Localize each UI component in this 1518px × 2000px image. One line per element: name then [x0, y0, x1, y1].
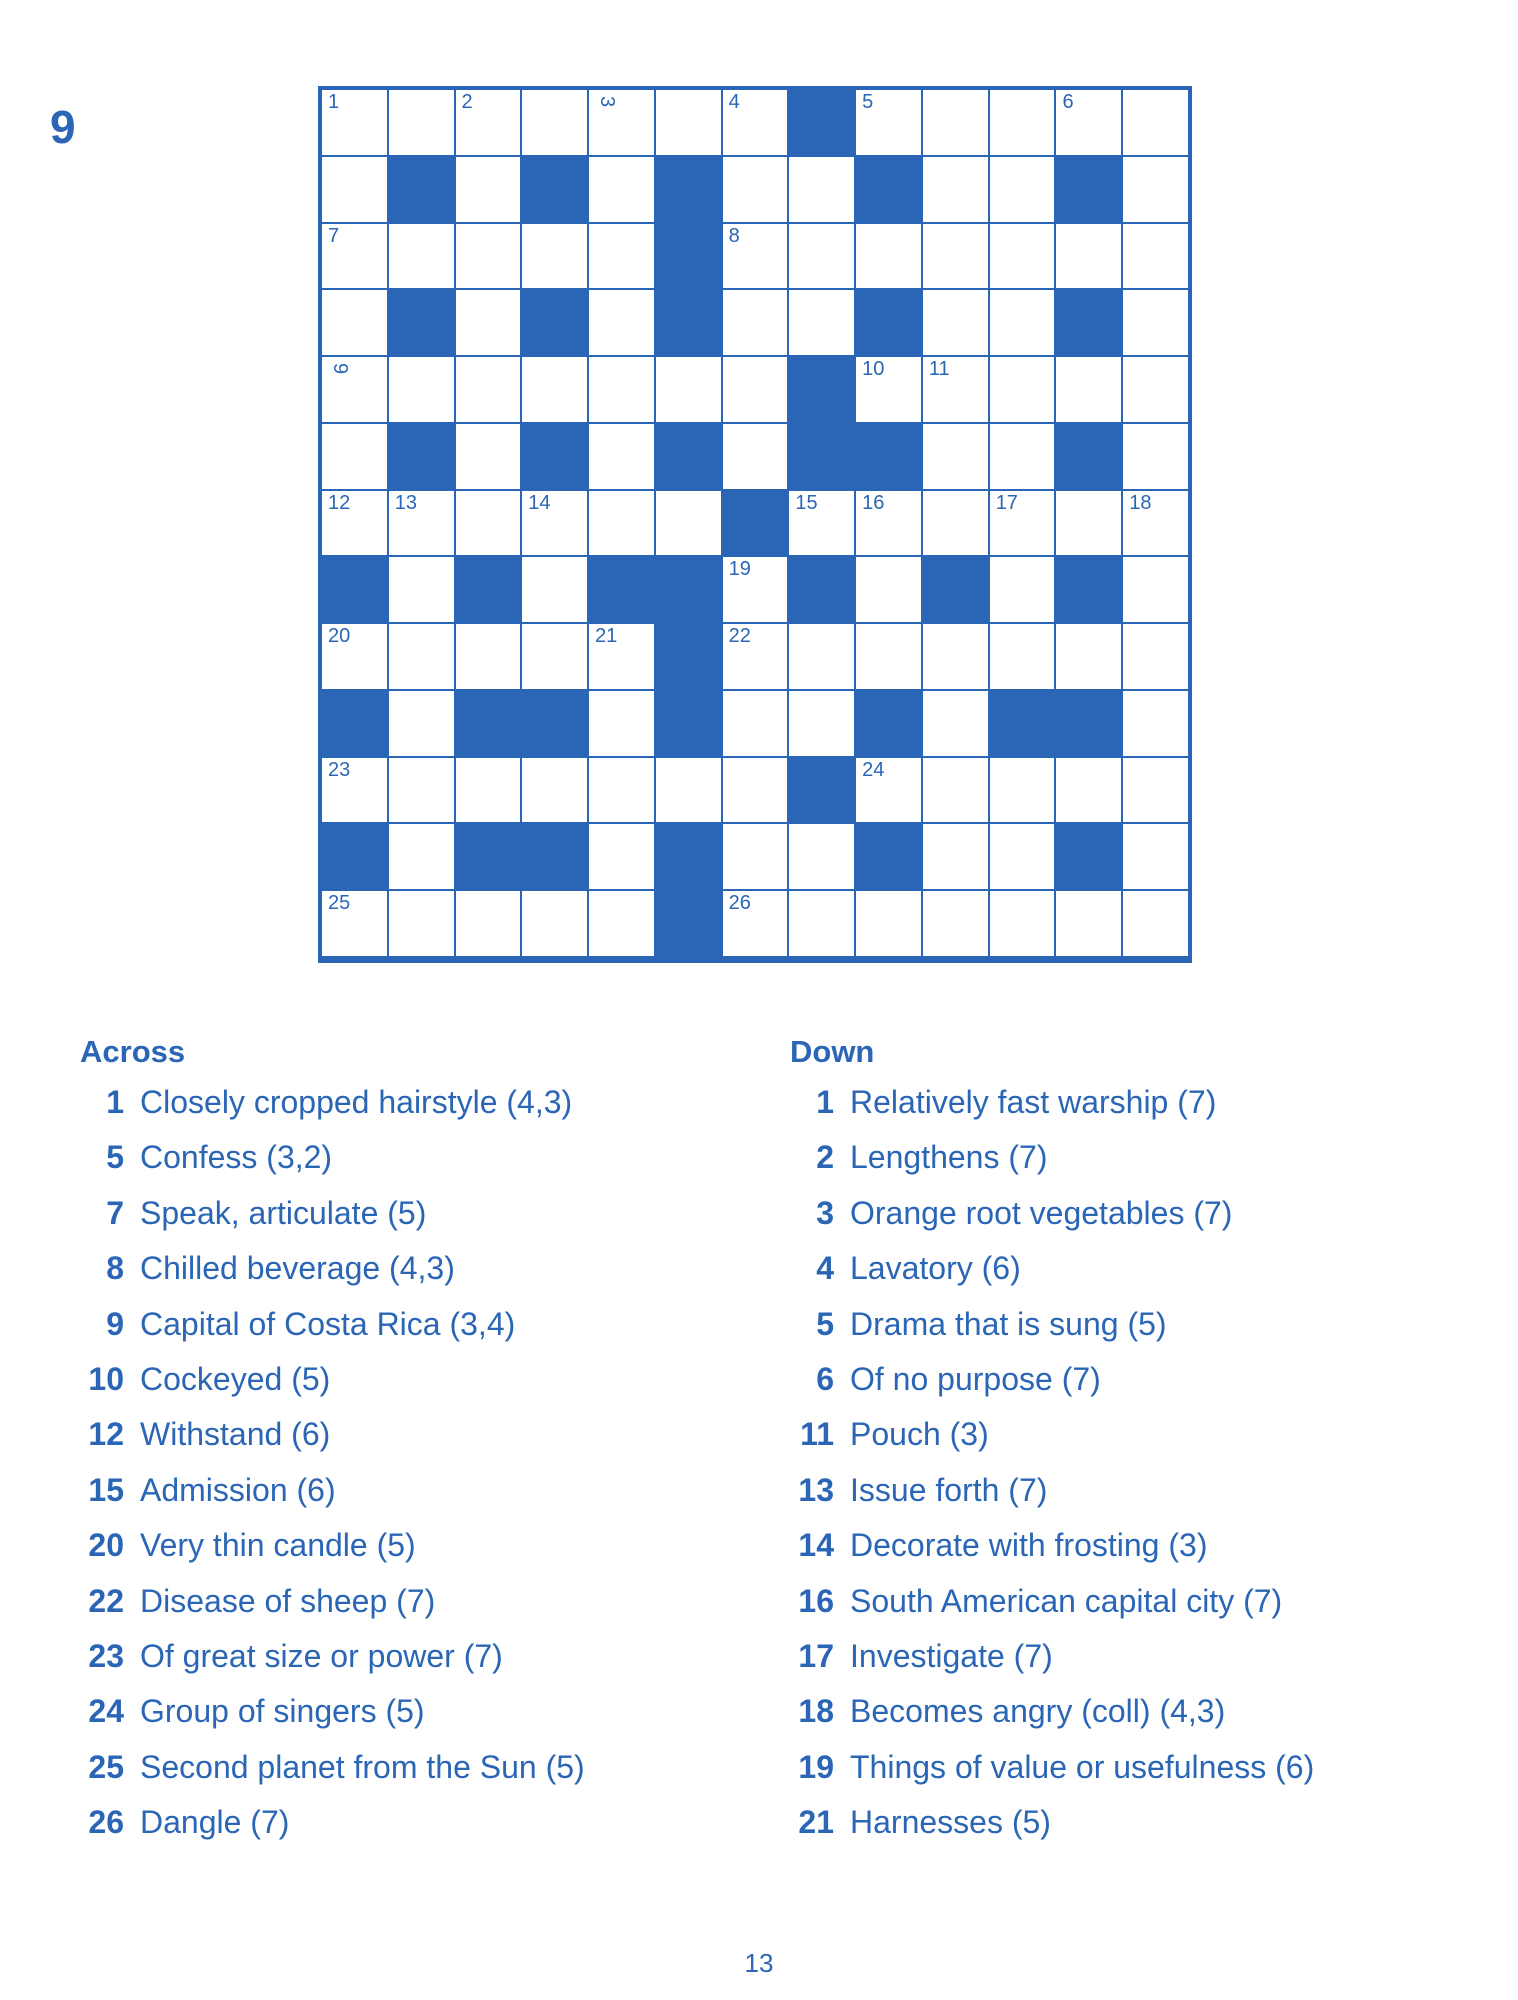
- cell-number: 15: [795, 491, 818, 514]
- grid-cell-white[interactable]: [455, 223, 522, 290]
- grid-cell-black: [521, 690, 588, 757]
- clue-number: 8: [106, 1250, 124, 1287]
- grid-cell-white[interactable]: [588, 89, 655, 156]
- clue-text: Cockeyed (5): [140, 1360, 331, 1397]
- cell-number: 11: [928, 358, 950, 381]
- clue-number: 20: [88, 1527, 124, 1564]
- clue-text: Issue forth (7): [850, 1471, 1048, 1508]
- grid-cell-black: [788, 89, 855, 156]
- grid-cell-white[interactable]: [788, 823, 855, 890]
- grid-cell-white[interactable]: [521, 356, 588, 423]
- cell-number: 16: [862, 491, 885, 514]
- down-clue: [790, 1139, 1490, 1194]
- grid-cell-white[interactable]: [922, 823, 989, 890]
- clue-number: 5: [106, 1139, 124, 1176]
- grid-cell-black: [455, 690, 522, 757]
- grid-cell-white[interactable]: [655, 490, 722, 557]
- clue-text: Pouch (3): [850, 1416, 989, 1453]
- grid-cell-black: [1055, 690, 1122, 757]
- across-clue: [80, 1361, 720, 1416]
- grid-cell-black: [655, 823, 722, 890]
- grid-cell-black: [1055, 156, 1122, 223]
- grid-cell-white[interactable]: [388, 757, 455, 824]
- grid-cell-white[interactable]: [388, 556, 455, 623]
- grid-cell-white[interactable]: [388, 623, 455, 690]
- down-clue: [790, 1306, 1490, 1361]
- grid-cell-white[interactable]: [388, 890, 455, 957]
- grid-cell-white[interactable]: [788, 156, 855, 223]
- cell-number: 21: [595, 625, 618, 648]
- clue-number: 1: [816, 1084, 834, 1120]
- grid-cell-white[interactable]: [321, 890, 388, 957]
- clue-text: Dangle (7): [140, 1804, 290, 1841]
- grid-cell-white[interactable]: [455, 490, 522, 557]
- grid-cell-black: [855, 690, 922, 757]
- cell-number: 18: [1129, 491, 1152, 514]
- grid-cell-black: [655, 289, 722, 356]
- clue-text: Closely cropped hairstyle (4,3): [140, 1084, 573, 1120]
- grid-cell-white[interactable]: [588, 356, 655, 423]
- grid-cell-black: [788, 356, 855, 423]
- grid-cell-white[interactable]: [722, 423, 789, 490]
- grid-cell-white[interactable]: [588, 823, 655, 890]
- grid-cell-white[interactable]: [788, 223, 855, 290]
- grid-cell-white[interactable]: [788, 490, 855, 557]
- clue-number: 4: [816, 1250, 834, 1287]
- clue-number: 19: [798, 1748, 834, 1785]
- grid-cell-white[interactable]: [989, 757, 1056, 824]
- grid-cell-black: [388, 289, 455, 356]
- clue-text: Lavatory (6): [850, 1250, 1021, 1287]
- grid-cell-white[interactable]: [989, 823, 1056, 890]
- grid-cell-white[interactable]: [989, 623, 1056, 690]
- clue-number: 6: [816, 1360, 834, 1397]
- grid-cell-white[interactable]: [788, 289, 855, 356]
- grid-cell-white[interactable]: [455, 423, 522, 490]
- grid-cell-white[interactable]: [722, 156, 789, 223]
- grid-cell-white[interactable]: [855, 89, 922, 156]
- grid-cell-white[interactable]: [722, 89, 789, 156]
- grid-cell-white[interactable]: [788, 623, 855, 690]
- grid-cell-white[interactable]: [588, 623, 655, 690]
- grid-cell-white[interactable]: [521, 757, 588, 824]
- grid-cell-white[interactable]: [922, 690, 989, 757]
- cell-number: 2: [461, 91, 473, 113]
- clue-number: 5: [816, 1305, 834, 1342]
- grid-cell-white[interactable]: [388, 223, 455, 290]
- cell-number: 10: [862, 358, 885, 381]
- grid-cell-white[interactable]: [588, 223, 655, 290]
- grid-cell-black: [655, 556, 722, 623]
- cell-number: 20: [328, 625, 351, 648]
- grid-cell-white[interactable]: [455, 156, 522, 223]
- cell-number: 6: [1062, 91, 1074, 113]
- clue-text: Lengthens (7): [850, 1139, 1048, 1176]
- clue-number: 9: [106, 1305, 124, 1342]
- down-clue: [790, 1583, 1490, 1638]
- cell-number: 1: [328, 91, 340, 113]
- clue-text: Of great size or power (7): [140, 1637, 503, 1674]
- grid-cell-black: [1055, 556, 1122, 623]
- grid-cell-white[interactable]: [922, 890, 989, 957]
- grid-cell-white[interactable]: [321, 757, 388, 824]
- crossword-grid: [318, 86, 1192, 963]
- grid-cell-black: [388, 423, 455, 490]
- grid-cell-white[interactable]: [788, 690, 855, 757]
- grid-cell-white[interactable]: [388, 89, 455, 156]
- grid-cell-white[interactable]: [521, 223, 588, 290]
- clue-number: 1: [106, 1084, 124, 1120]
- grid-cell-white[interactable]: [989, 156, 1056, 223]
- clue-text: Of no purpose (7): [850, 1360, 1101, 1397]
- grid-cell-black: [521, 823, 588, 890]
- grid-cell-white[interactable]: [455, 289, 522, 356]
- cell-number: 24: [862, 758, 885, 781]
- grid-cell-black: [588, 556, 655, 623]
- grid-cell-white[interactable]: [321, 156, 388, 223]
- grid-cell-white[interactable]: [588, 490, 655, 557]
- across-clue: [80, 1583, 720, 1638]
- grid-cell-white[interactable]: [922, 623, 989, 690]
- grid-cell-white[interactable]: [1122, 223, 1189, 290]
- grid-cell-black: [1055, 423, 1122, 490]
- clue-text: South American capital city (7): [850, 1582, 1283, 1619]
- across-clue: [80, 1804, 720, 1859]
- cell-number: 9: [329, 363, 351, 375]
- grid-cell-white[interactable]: [1055, 356, 1122, 423]
- grid-cell-white[interactable]: [321, 223, 388, 290]
- down-clue: [790, 1250, 1490, 1305]
- cell-number: 14: [528, 491, 551, 514]
- grid-cell-black: [521, 156, 588, 223]
- across-clue: [80, 1416, 720, 1471]
- grid-cell-white[interactable]: [855, 757, 922, 824]
- grid-cell-white[interactable]: [989, 223, 1056, 290]
- grid-cell-white[interactable]: [989, 89, 1056, 156]
- grid-cell-white[interactable]: [1055, 623, 1122, 690]
- down-clue: [790, 1804, 1490, 1859]
- clue-text: Withstand (6): [140, 1416, 331, 1453]
- cell-number: 8: [728, 224, 740, 247]
- grid-cell-white[interactable]: [655, 89, 722, 156]
- grid-cell-white[interactable]: [321, 623, 388, 690]
- clue-text: Drama that is sung (5): [850, 1305, 1167, 1342]
- grid-cell-black: [855, 156, 922, 223]
- down-clue: [790, 1693, 1490, 1748]
- down-clue-list: [790, 1084, 1490, 1859]
- grid-cell-white[interactable]: [922, 490, 989, 557]
- grid-cell-black: [989, 690, 1056, 757]
- cell-number: 22: [728, 625, 751, 648]
- grid-cell-white[interactable]: [455, 89, 522, 156]
- cell-number: 17: [995, 491, 1018, 514]
- grid-cell-white[interactable]: [1055, 89, 1122, 156]
- grid-cell-white[interactable]: [1122, 823, 1189, 890]
- grid-cell-white[interactable]: [455, 890, 522, 957]
- cell-number: 3: [596, 96, 619, 108]
- grid-cell-white[interactable]: [1122, 890, 1189, 957]
- grid-cell-white[interactable]: [388, 490, 455, 557]
- across-clue: [80, 1693, 720, 1748]
- grid-cell-white[interactable]: [1055, 223, 1122, 290]
- grid-cell-black: [521, 289, 588, 356]
- grid-cell-white[interactable]: [521, 490, 588, 557]
- cell-number: 5: [862, 91, 874, 113]
- down-clue: [790, 1361, 1490, 1416]
- grid-cell-white[interactable]: [855, 356, 922, 423]
- grid-cell-black: [655, 423, 722, 490]
- grid-cell-white[interactable]: [722, 223, 789, 290]
- cell-number: 7: [328, 224, 340, 247]
- grid-cell-white[interactable]: [722, 289, 789, 356]
- grid-cell-white[interactable]: [655, 757, 722, 824]
- clue-number: 18: [798, 1693, 834, 1730]
- grid-cell-white[interactable]: [722, 623, 789, 690]
- grid-cell-white[interactable]: [989, 423, 1056, 490]
- down-clue: [790, 1472, 1490, 1527]
- grid-cell-white[interactable]: [388, 690, 455, 757]
- down-clue: [790, 1638, 1490, 1693]
- grid-cell-white[interactable]: [855, 623, 922, 690]
- grid-cell-white[interactable]: [788, 890, 855, 957]
- across-clue: [80, 1527, 720, 1582]
- grid-cell-black: [388, 156, 455, 223]
- cell-number: 25: [328, 892, 351, 915]
- clue-number: 24: [88, 1693, 124, 1730]
- clue-number: 10: [88, 1360, 124, 1397]
- grid-cell-white[interactable]: [388, 823, 455, 890]
- clue-number: 14: [798, 1527, 834, 1564]
- grid-cell-black: [788, 423, 855, 490]
- clue-text: Speak, articulate (5): [140, 1194, 427, 1231]
- grid-cell-white[interactable]: [1122, 490, 1189, 557]
- grid-cell-white[interactable]: [855, 890, 922, 957]
- clue-text: Very thin candle (5): [140, 1527, 416, 1564]
- grid-cell-white[interactable]: [855, 223, 922, 290]
- grid-cell-white[interactable]: [588, 890, 655, 957]
- grid-cell-black: [655, 223, 722, 290]
- grid-cell-white[interactable]: [1122, 423, 1189, 490]
- clue-number: 12: [88, 1416, 124, 1453]
- grid-cell-white[interactable]: [855, 490, 922, 557]
- grid-cell-white[interactable]: [1055, 890, 1122, 957]
- across-clue: [80, 1472, 720, 1527]
- clue-number: 13: [798, 1471, 834, 1508]
- grid-cell-white[interactable]: [321, 289, 388, 356]
- grid-cell-white[interactable]: [455, 757, 522, 824]
- grid-cell-white[interactable]: [521, 556, 588, 623]
- clue-number: 17: [798, 1637, 834, 1674]
- grid-cell-white[interactable]: [722, 690, 789, 757]
- cell-number: 13: [394, 491, 418, 514]
- across-clue: [80, 1250, 720, 1305]
- page-number: 13: [744, 1948, 774, 1978]
- clue-text: Decorate with frosting (3): [850, 1527, 1208, 1564]
- puzzle-number: 9: [50, 101, 76, 153]
- grid-cell-white[interactable]: [321, 423, 388, 490]
- clue-number: 11: [800, 1416, 834, 1453]
- grid-cell-black: [1055, 823, 1122, 890]
- clue-text: Orange root vegetables (7): [850, 1194, 1233, 1231]
- grid-cell-black: [655, 623, 722, 690]
- down-clue: [790, 1749, 1490, 1804]
- grid-cell-white[interactable]: [1055, 757, 1122, 824]
- clue-text: Second planet from the Sun (5): [140, 1748, 585, 1785]
- grid-cell-white[interactable]: [1122, 623, 1189, 690]
- grid-cell-white[interactable]: [989, 356, 1056, 423]
- grid-cell-white[interactable]: [588, 289, 655, 356]
- grid-cell-black: [855, 823, 922, 890]
- grid-cell-white[interactable]: [1122, 289, 1189, 356]
- grid-cell-white[interactable]: [521, 890, 588, 957]
- grid-cell-white[interactable]: [922, 223, 989, 290]
- grid-cell-white[interactable]: [588, 156, 655, 223]
- grid-cell-white[interactable]: [922, 89, 989, 156]
- grid-cell-black: [655, 890, 722, 957]
- grid-cell-white[interactable]: [588, 423, 655, 490]
- cell-number: 4: [728, 91, 740, 113]
- grid-cell-white[interactable]: [722, 556, 789, 623]
- cell-number: 26: [728, 892, 751, 915]
- clue-text: Things of value or usefulness (6): [850, 1748, 1315, 1785]
- grid-cell-black: [521, 423, 588, 490]
- grid-cell-white[interactable]: [922, 289, 989, 356]
- clue-text: Disease of sheep (7): [140, 1582, 436, 1619]
- clue-number: 2: [816, 1139, 834, 1176]
- clue-text: Relatively fast warship (7): [850, 1084, 1217, 1120]
- grid-cell-white[interactable]: [722, 356, 789, 423]
- grid-cell-white[interactable]: [1122, 690, 1189, 757]
- grid-cell-white[interactable]: [521, 623, 588, 690]
- grid-cell-white[interactable]: [989, 890, 1056, 957]
- grid-cell-black: [855, 423, 922, 490]
- grid-cell-black: [922, 556, 989, 623]
- clue-text: Confess (3,2): [140, 1139, 333, 1176]
- down-clue: [790, 1416, 1490, 1471]
- grid-cell-black: [321, 556, 388, 623]
- grid-cell-white[interactable]: [989, 490, 1056, 557]
- grid-cell-white[interactable]: [922, 156, 989, 223]
- grid-cell-white[interactable]: [989, 289, 1056, 356]
- across-clues: [80, 1034, 720, 1859]
- clue-text: Becomes angry (coll) (4,3): [850, 1693, 1226, 1730]
- grid-cell-white[interactable]: [388, 356, 455, 423]
- across-clue: [80, 1306, 720, 1361]
- grid-cell-white[interactable]: [922, 423, 989, 490]
- across-clue-list: [80, 1084, 720, 1859]
- grid-cell-black: [455, 556, 522, 623]
- grid-cell-white[interactable]: [588, 757, 655, 824]
- grid-cell-white[interactable]: [1122, 156, 1189, 223]
- grid-cell-white[interactable]: [855, 556, 922, 623]
- across-clue: [80, 1139, 720, 1194]
- across-heading: Across: [80, 1034, 186, 1069]
- grid-cell-white[interactable]: [521, 89, 588, 156]
- grid-cell-black: [722, 490, 789, 557]
- grid-cell-black: [1055, 289, 1122, 356]
- grid-cell-black: [321, 823, 388, 890]
- clue-number: 22: [88, 1582, 124, 1619]
- cell-number: 12: [328, 491, 351, 514]
- grid-cell-white[interactable]: [989, 556, 1056, 623]
- grid-cell-white[interactable]: [722, 823, 789, 890]
- grid-cell-white[interactable]: [1055, 490, 1122, 557]
- grid-cell-white[interactable]: [321, 356, 388, 423]
- grid-cell-white[interactable]: [455, 623, 522, 690]
- grid-cell-white[interactable]: [321, 490, 388, 557]
- grid-cell-white[interactable]: [922, 757, 989, 824]
- clue-text: Investigate (7): [850, 1637, 1053, 1674]
- grid-cell-black: [655, 690, 722, 757]
- down-clue: [790, 1084, 1490, 1139]
- grid-cell-black: [455, 823, 522, 890]
- grid-cell-white[interactable]: [1122, 89, 1189, 156]
- across-clue: [80, 1749, 720, 1804]
- clue-number: 15: [88, 1471, 124, 1508]
- grid-cell-white[interactable]: [455, 356, 522, 423]
- clue-number: 26: [88, 1804, 124, 1841]
- grid-cell-white[interactable]: [1122, 356, 1189, 423]
- grid-cell-black: [788, 757, 855, 824]
- cell-number: 19: [728, 558, 751, 581]
- across-clue: [80, 1084, 720, 1139]
- grid-cell-black: [855, 289, 922, 356]
- grid-cell-white[interactable]: [922, 356, 989, 423]
- down-clue: [790, 1527, 1490, 1582]
- across-clue: [80, 1638, 720, 1693]
- grid-cell-white[interactable]: [1122, 556, 1189, 623]
- grid-cell-black: [321, 690, 388, 757]
- clue-text: Harnesses (5): [850, 1804, 1051, 1841]
- grid-cell-white[interactable]: [588, 690, 655, 757]
- grid-cell-white[interactable]: [722, 890, 789, 957]
- across-clue: [80, 1195, 720, 1250]
- clue-number: 23: [88, 1637, 124, 1674]
- grid-cell-white[interactable]: [655, 356, 722, 423]
- grid-cell-black: [655, 156, 722, 223]
- cell-number: 23: [328, 758, 351, 781]
- clue-text: Group of singers (5): [140, 1693, 425, 1730]
- down-heading: Down: [790, 1034, 875, 1069]
- clue-number: 16: [798, 1582, 834, 1619]
- clue-text: Admission (6): [140, 1471, 336, 1508]
- grid-cell-white[interactable]: [1122, 757, 1189, 824]
- grid-cell-white[interactable]: [722, 757, 789, 824]
- down-clues: [790, 1034, 1490, 1859]
- clue-number: 7: [106, 1194, 124, 1231]
- down-clue: [790, 1195, 1490, 1250]
- clue-text: Capital of Costa Rica (3,4): [140, 1305, 516, 1342]
- grid-cell-white[interactable]: [321, 89, 388, 156]
- clue-number: 25: [88, 1748, 124, 1785]
- clue-number: 21: [798, 1804, 834, 1841]
- grid-cell-black: [788, 556, 855, 623]
- clue-text: Chilled beverage (4,3): [140, 1250, 455, 1287]
- clue-number: 3: [816, 1194, 834, 1231]
